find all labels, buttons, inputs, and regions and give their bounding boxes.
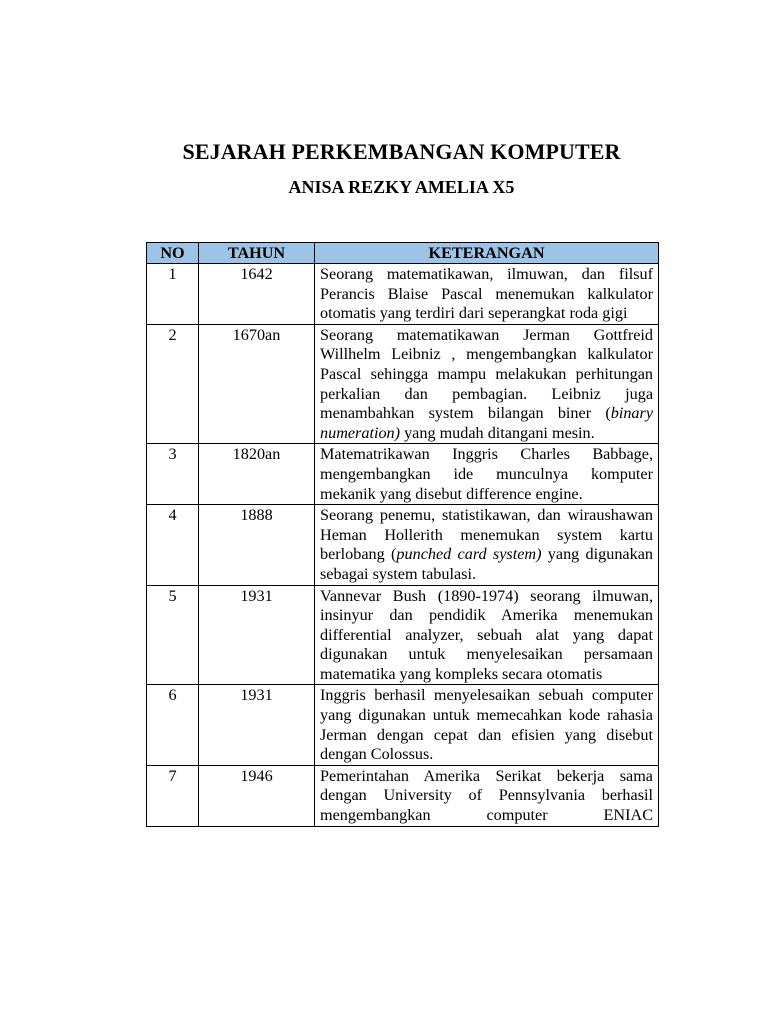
description-segment: Inggris berhasil menyelesaikan sebuah computer yang digunakan untuk memecahkan kode rahasia Jerman dengan cepat dan efisien yang disebut dengan Colossus. <box>320 686 653 764</box>
cell-description <box>315 765 659 826</box>
description-segment: yang mudah ditangani mesin. <box>400 423 595 442</box>
table-row <box>147 585 659 685</box>
cell-year: 1931 <box>199 585 315 685</box>
description-segment: Pemerintahan Amerika Serikat bekerja sama dengan University of Pennsylvania berhasil mengembangkan computer ENIAC <box>320 766 653 825</box>
description-segment: Seorang matematikawan Jerman Gottfreid Willhelm Leibniz , mengembangkan kalkulator Pascal sehingga mampu melakukan perhitungan perkalian dan pembagian. Leibniz juga menambahkan system bilangan biner ( <box>320 325 653 423</box>
cell-year: 1931 <box>199 685 315 765</box>
cell-year: 1946 <box>199 765 315 826</box>
cell-no: 1 <box>147 264 199 325</box>
description-segment: yang digunakan sebagai system tabulasi. <box>320 545 653 583</box>
table-header-row <box>147 243 659 264</box>
table-header <box>147 243 659 264</box>
cell-description <box>315 444 659 505</box>
header-no: NO <box>147 243 199 264</box>
description-segment: Seorang matematikawan, ilmuwan, dan filsuf Perancis Blaise Pascal menemukan kalkulator otomatis yang terdiri dari seperangkat roda gigi <box>320 265 653 323</box>
cell-description <box>315 585 659 685</box>
header-year: TAHUN <box>199 243 315 264</box>
header-description: KETERANGAN <box>315 243 659 264</box>
cell-year: 1888 <box>199 505 315 585</box>
cell-year: 1820an <box>199 444 315 505</box>
cell-description <box>315 264 659 325</box>
cell-description <box>315 505 659 585</box>
description-italic-segment: punched card system) <box>396 545 542 564</box>
cell-no: 6 <box>147 685 199 765</box>
table-row <box>147 444 659 505</box>
document-subtitle: ANISA REZKY AMELIA X5 <box>288 177 515 197</box>
table-row <box>147 324 659 444</box>
cell-year: 1642 <box>199 264 315 325</box>
cell-no: 7 <box>147 765 199 826</box>
computer-history-table <box>146 242 659 827</box>
cell-no: 3 <box>147 444 199 505</box>
cell-no: 2 <box>147 324 199 444</box>
cell-no: 4 <box>147 505 199 585</box>
description-segment: Matematrikawan Inggris Charles Babbage, mengembangkan ide munculnya komputer mekanik yang disebut difference engine. <box>320 445 653 503</box>
table-row <box>147 765 659 826</box>
cell-year: 1670an <box>199 324 315 444</box>
table-row <box>147 685 659 765</box>
table-row <box>147 505 659 585</box>
table-body <box>147 264 659 827</box>
cell-description <box>315 324 659 444</box>
description-italic-segment: binary numeration) <box>320 404 653 442</box>
table-row <box>147 264 659 325</box>
cell-no: 5 <box>147 585 199 685</box>
description-segment: Seorang penemu, statistikawan, dan wiraushawan Heman Hollerith menemukan system kartu berlobang ( <box>320 506 653 564</box>
description-segment: Vannevar Bush (1890-1974) seorang ilmuwan, insinyur dan pendidik Amerika menemukan differential analyzer, sebuah alat yang dapat digunakan untuk menyelesaikan persamaan matematika yang kompleks secara otomatis <box>320 586 653 683</box>
cell-description <box>315 685 659 765</box>
document-title: SEJARAH PERKEMBANGAN KOMPUTER <box>182 139 621 164</box>
